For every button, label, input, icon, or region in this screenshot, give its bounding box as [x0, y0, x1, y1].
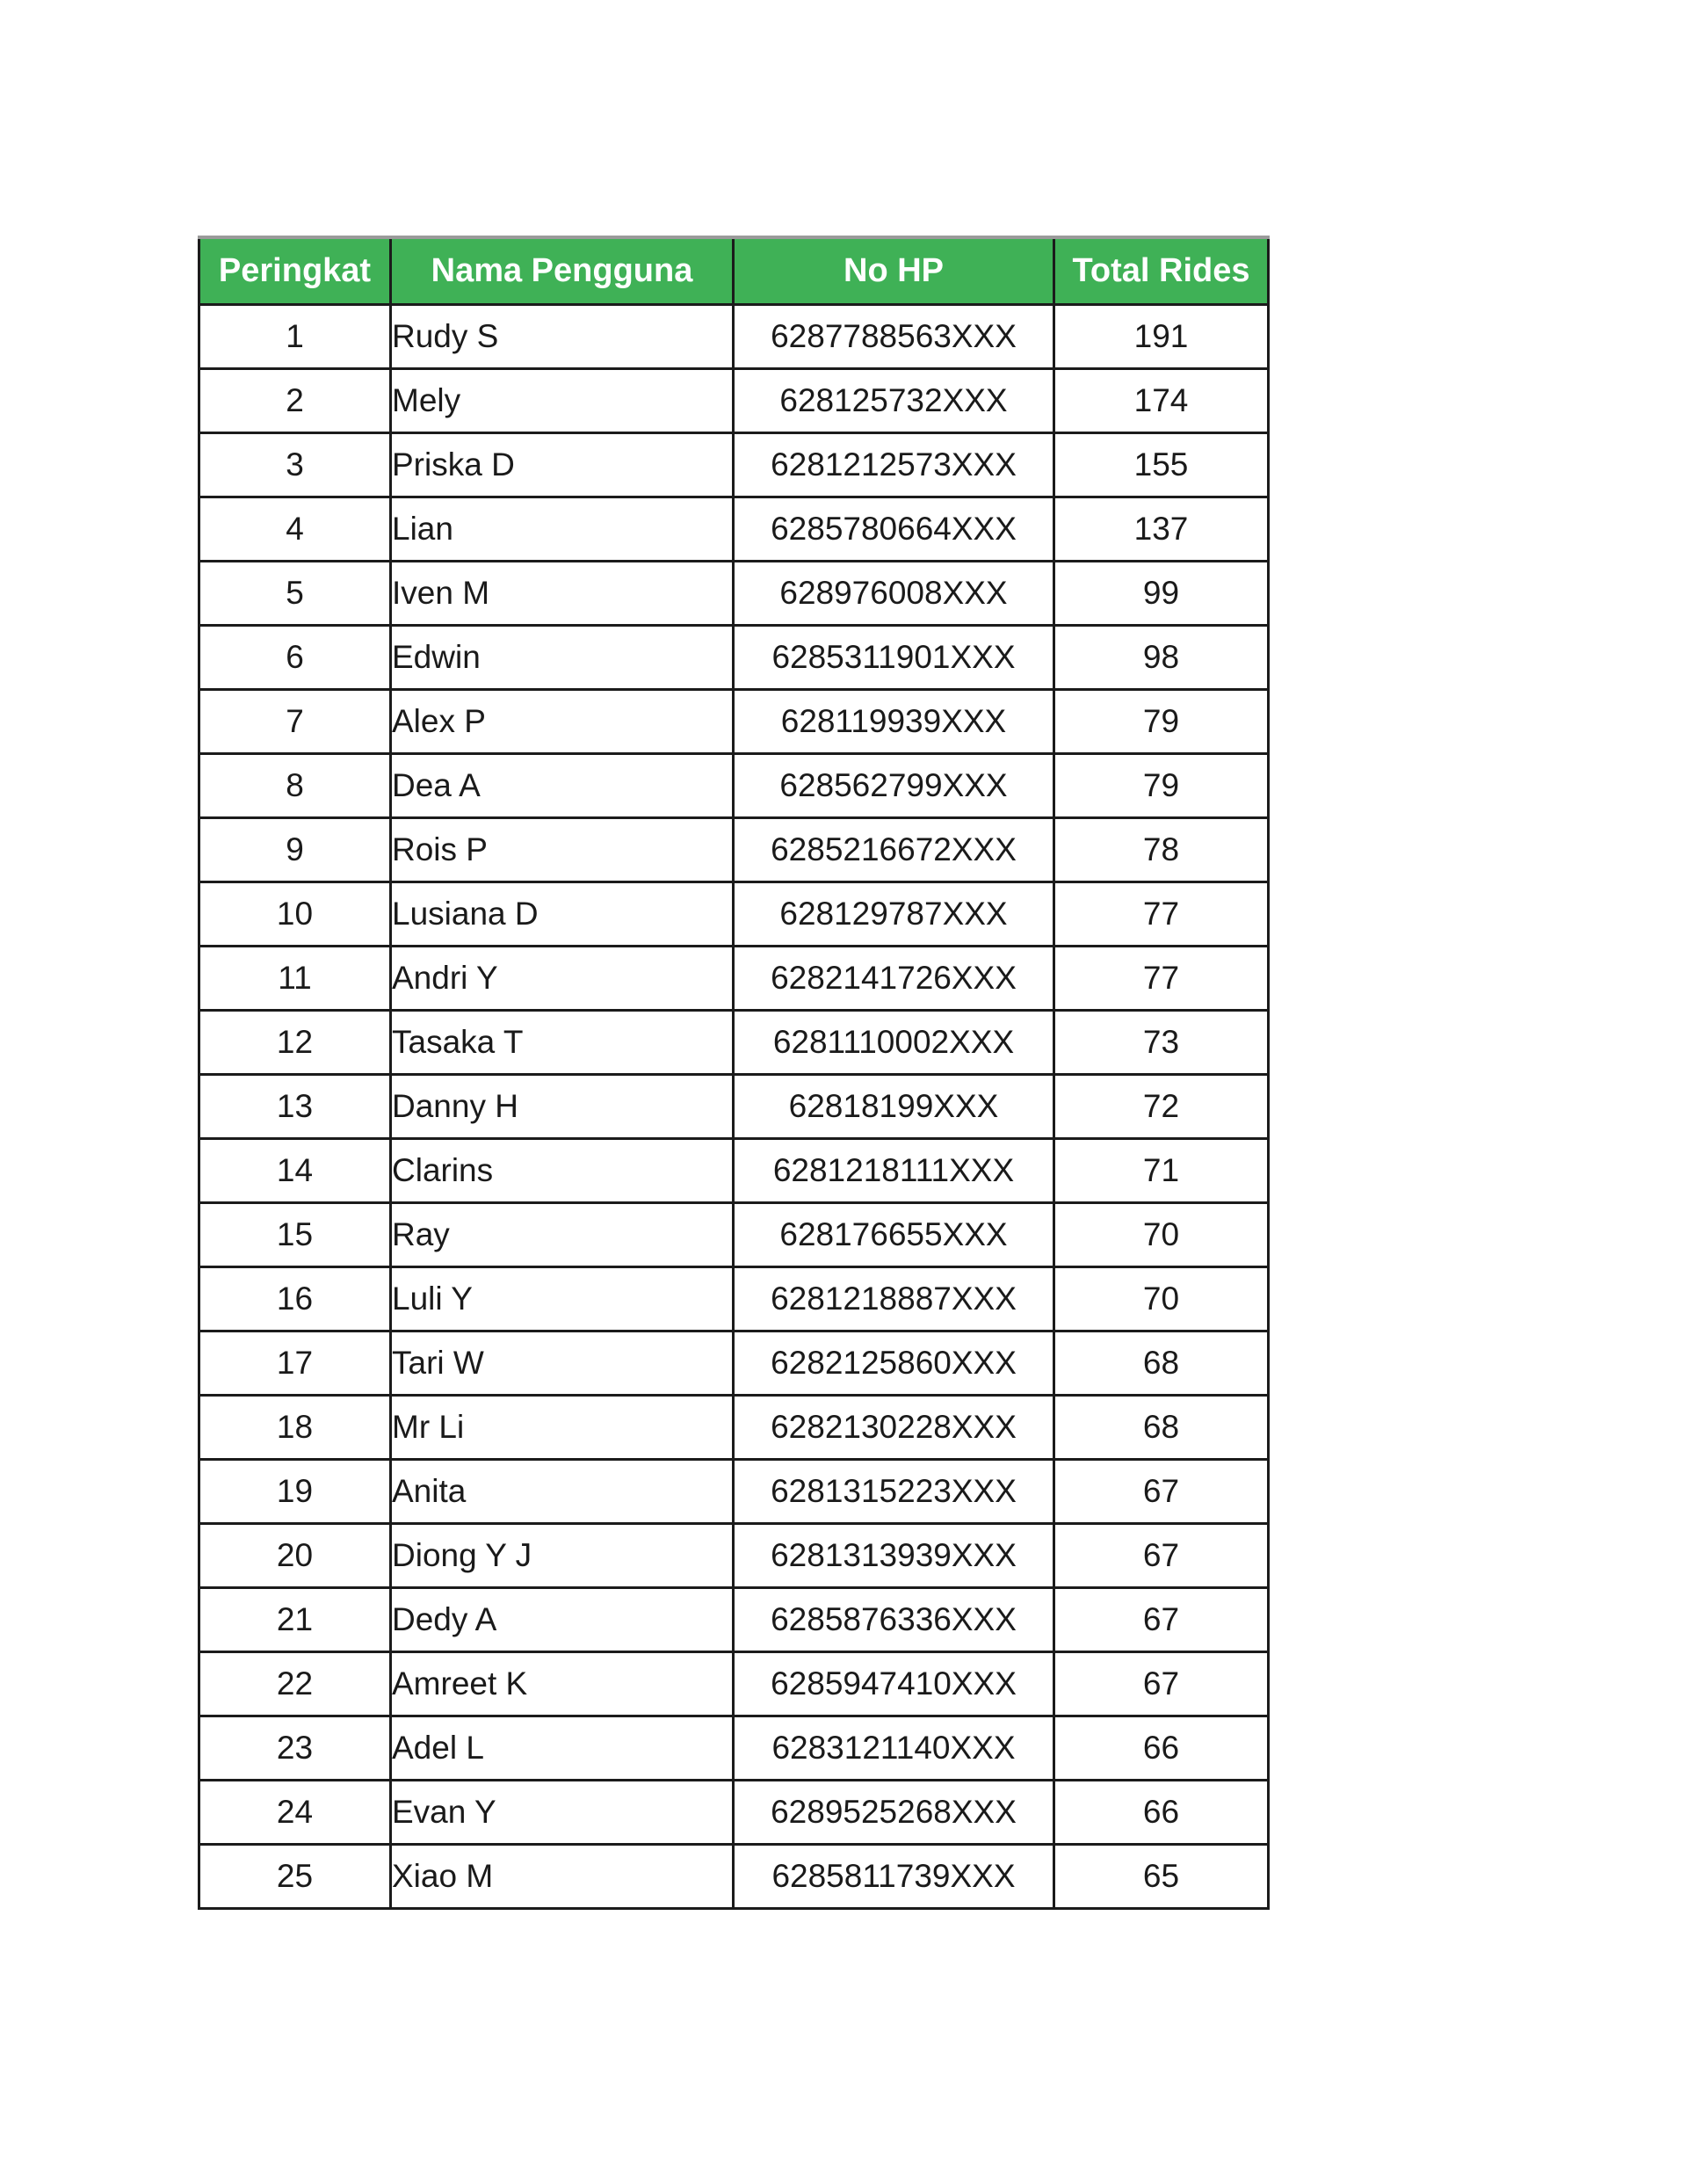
rank-cell: 3	[199, 433, 391, 497]
total-rides-cell: 72	[1054, 1075, 1269, 1139]
user-name-cell: Tasaka T	[391, 1011, 734, 1075]
user-name-cell: Mely	[391, 369, 734, 433]
phone-cell: 628976008XXX	[734, 562, 1054, 626]
phone-cell: 6282141726XXX	[734, 947, 1054, 1011]
rank-cell: 14	[199, 1139, 391, 1203]
phone-cell: 628562799XXX	[734, 754, 1054, 818]
user-name-cell: Ray	[391, 1203, 734, 1267]
header-phone: No HP	[734, 237, 1054, 305]
table-row	[199, 1203, 1269, 1267]
user-name-cell: Rois P	[391, 818, 734, 882]
rank-cell: 24	[199, 1781, 391, 1845]
phone-cell: 6281218887XXX	[734, 1267, 1054, 1331]
total-rides-cell: 77	[1054, 882, 1269, 947]
user-name-cell: Amreet K	[391, 1652, 734, 1716]
rank-cell: 8	[199, 754, 391, 818]
total-rides-cell: 155	[1054, 433, 1269, 497]
table-row	[199, 369, 1269, 433]
total-rides-cell: 73	[1054, 1011, 1269, 1075]
header-row	[199, 237, 1269, 305]
table-row	[199, 754, 1269, 818]
total-rides-cell: 79	[1054, 754, 1269, 818]
total-rides-cell: 70	[1054, 1203, 1269, 1267]
rank-cell: 16	[199, 1267, 391, 1331]
rank-cell: 9	[199, 818, 391, 882]
total-rides-cell: 67	[1054, 1652, 1269, 1716]
rank-cell: 13	[199, 1075, 391, 1139]
user-name-cell: Luli Y	[391, 1267, 734, 1331]
rank-cell: 4	[199, 497, 391, 562]
user-name-cell: Priska D	[391, 433, 734, 497]
total-rides-cell: 68	[1054, 1396, 1269, 1460]
table-row	[199, 947, 1269, 1011]
table-row	[199, 1652, 1269, 1716]
table-row	[199, 818, 1269, 882]
table-row	[199, 433, 1269, 497]
table-row	[199, 1524, 1269, 1588]
table-row	[199, 1460, 1269, 1524]
user-name-cell: Mr Li	[391, 1396, 734, 1460]
user-name-cell: Xiao M	[391, 1845, 734, 1909]
phone-cell: 628176655XXX	[734, 1203, 1054, 1267]
rank-cell: 2	[199, 369, 391, 433]
total-rides-cell: 78	[1054, 818, 1269, 882]
user-name-cell: Diong Y J	[391, 1524, 734, 1588]
phone-cell: 62818199XXX	[734, 1075, 1054, 1139]
rank-cell: 5	[199, 562, 391, 626]
rank-cell: 21	[199, 1588, 391, 1652]
user-name-cell: Danny H	[391, 1075, 734, 1139]
total-rides-cell: 66	[1054, 1716, 1269, 1781]
phone-cell: 6283121140XXX	[734, 1716, 1054, 1781]
phone-cell: 6281315223XXX	[734, 1460, 1054, 1524]
total-rides-cell: 99	[1054, 562, 1269, 626]
total-rides-cell: 66	[1054, 1781, 1269, 1845]
rank-cell: 22	[199, 1652, 391, 1716]
user-name-cell: Rudy S	[391, 305, 734, 369]
total-rides-cell: 71	[1054, 1139, 1269, 1203]
ranking-table	[198, 236, 1270, 1910]
user-name-cell: Lusiana D	[391, 882, 734, 947]
table-body	[199, 305, 1269, 1909]
user-name-cell: Alex P	[391, 690, 734, 754]
table-row	[199, 1396, 1269, 1460]
phone-cell: 6285947410XXX	[734, 1652, 1054, 1716]
total-rides-cell: 70	[1054, 1267, 1269, 1331]
phone-cell: 6281313939XXX	[734, 1524, 1054, 1588]
user-name-cell: Evan Y	[391, 1781, 734, 1845]
total-rides-cell: 68	[1054, 1331, 1269, 1396]
phone-cell: 6281212573XXX	[734, 433, 1054, 497]
total-rides-cell: 67	[1054, 1588, 1269, 1652]
table-row	[199, 1139, 1269, 1203]
total-rides-cell: 137	[1054, 497, 1269, 562]
table-row	[199, 1331, 1269, 1396]
table-row	[199, 1588, 1269, 1652]
phone-cell: 628119939XXX	[734, 690, 1054, 754]
phone-cell: 6285876336XXX	[734, 1588, 1054, 1652]
rank-cell: 7	[199, 690, 391, 754]
phone-cell: 628129787XXX	[734, 882, 1054, 947]
user-name-cell: Lian	[391, 497, 734, 562]
phone-cell: 6281110002XXX	[734, 1011, 1054, 1075]
phone-cell: 6285216672XXX	[734, 818, 1054, 882]
total-rides-cell: 67	[1054, 1460, 1269, 1524]
total-rides-cell: 174	[1054, 369, 1269, 433]
phone-cell: 628125732XXX	[734, 369, 1054, 433]
table-row	[199, 882, 1269, 947]
total-rides-cell: 65	[1054, 1845, 1269, 1909]
rank-cell: 25	[199, 1845, 391, 1909]
table-row	[199, 626, 1269, 690]
header-name: Nama Pengguna	[391, 237, 734, 305]
table-row	[199, 1075, 1269, 1139]
table-row	[199, 1845, 1269, 1909]
user-name-cell: Anita	[391, 1460, 734, 1524]
table-row	[199, 1781, 1269, 1845]
phone-cell: 6281218111XXX	[734, 1139, 1054, 1203]
total-rides-cell: 67	[1054, 1524, 1269, 1588]
phone-cell: 6285811739XXX	[734, 1845, 1054, 1909]
table-header	[199, 237, 1269, 305]
total-rides-cell: 77	[1054, 947, 1269, 1011]
ranking-sheet	[198, 236, 1267, 1910]
rank-cell: 23	[199, 1716, 391, 1781]
user-name-cell: Iven M	[391, 562, 734, 626]
user-name-cell: Dedy A	[391, 1588, 734, 1652]
table-row	[199, 1011, 1269, 1075]
phone-cell: 6287788563XXX	[734, 305, 1054, 369]
table-row	[199, 1267, 1269, 1331]
rank-cell: 12	[199, 1011, 391, 1075]
phone-cell: 6289525268XXX	[734, 1781, 1054, 1845]
table-row	[199, 497, 1269, 562]
phone-cell: 6282125860XXX	[734, 1331, 1054, 1396]
table-row	[199, 690, 1269, 754]
table-row	[199, 305, 1269, 369]
header-rank: Peringkat	[199, 237, 391, 305]
rank-cell: 15	[199, 1203, 391, 1267]
rank-cell: 19	[199, 1460, 391, 1524]
header-total-rides: Total Rides	[1054, 237, 1269, 305]
rank-cell: 1	[199, 305, 391, 369]
user-name-cell: Tari W	[391, 1331, 734, 1396]
total-rides-cell: 191	[1054, 305, 1269, 369]
phone-cell: 6282130228XXX	[734, 1396, 1054, 1460]
user-name-cell: Dea A	[391, 754, 734, 818]
rank-cell: 10	[199, 882, 391, 947]
rank-cell: 20	[199, 1524, 391, 1588]
user-name-cell: Edwin	[391, 626, 734, 690]
phone-cell: 6285311901XXX	[734, 626, 1054, 690]
rank-cell: 6	[199, 626, 391, 690]
rank-cell: 18	[199, 1396, 391, 1460]
user-name-cell: Andri Y	[391, 947, 734, 1011]
rank-cell: 11	[199, 947, 391, 1011]
phone-cell: 6285780664XXX	[734, 497, 1054, 562]
rank-cell: 17	[199, 1331, 391, 1396]
table-row	[199, 562, 1269, 626]
total-rides-cell: 98	[1054, 626, 1269, 690]
table-row	[199, 1716, 1269, 1781]
total-rides-cell: 79	[1054, 690, 1269, 754]
user-name-cell: Clarins	[391, 1139, 734, 1203]
user-name-cell: Adel L	[391, 1716, 734, 1781]
